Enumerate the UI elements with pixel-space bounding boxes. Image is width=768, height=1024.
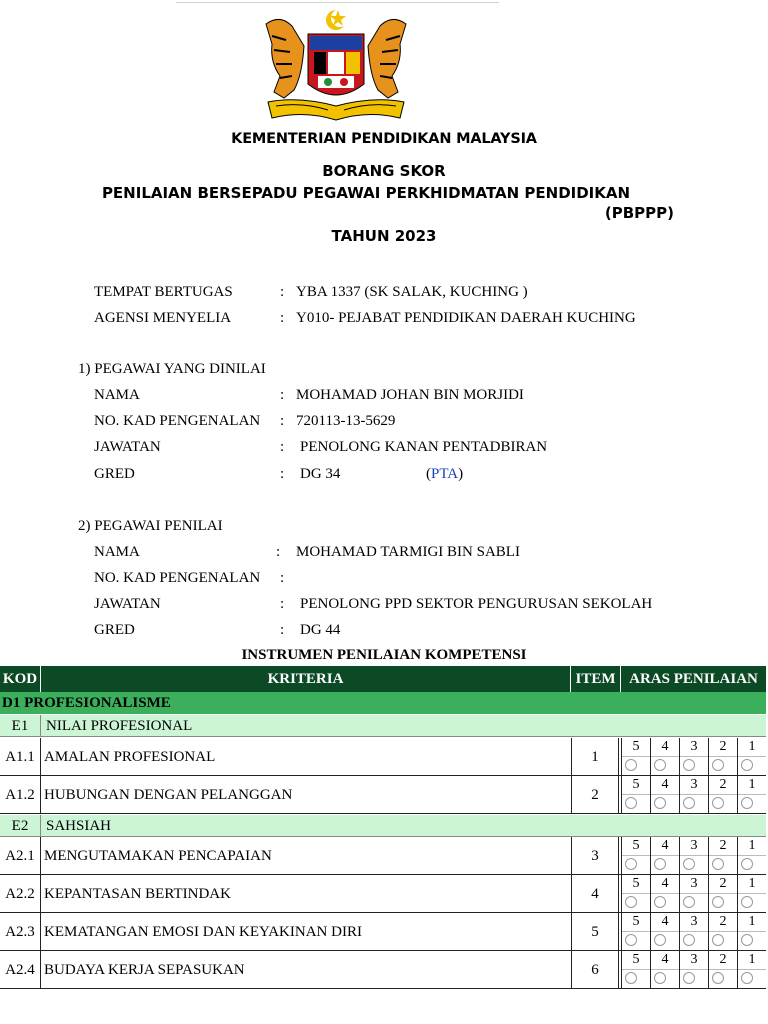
cell-divider	[738, 756, 766, 757]
rating-radio[interactable]	[741, 934, 753, 946]
rating-radio[interactable]	[712, 797, 724, 809]
rating-value: 3	[690, 914, 698, 929]
colon: :	[280, 310, 285, 326]
cell-divider	[709, 794, 737, 795]
criteria-name: KEMATANGAN EMOSI DAN KEYAKINAN DIRI	[44, 924, 362, 940]
rating-radio[interactable]	[683, 759, 695, 771]
rating-value: 5	[632, 838, 640, 853]
dinilai-nama: MOHAMAD JOHAN BIN MORJIDI	[296, 387, 524, 403]
criteria-row	[0, 913, 766, 951]
rating-radio[interactable]	[712, 972, 724, 984]
penilai-nama: MOHAMAD TARMIGI BIN SABLI	[296, 544, 520, 560]
criteria-name: KEPANTASAN BERTINDAK	[44, 886, 231, 902]
rating-radio[interactable]	[683, 858, 695, 870]
rating-value: 1	[748, 876, 756, 891]
rating-radio[interactable]	[741, 797, 753, 809]
rating-cell	[737, 913, 766, 951]
cell-divider	[622, 969, 650, 970]
form-title: BORANG SKOR	[322, 162, 446, 180]
rating-value: 5	[632, 876, 640, 891]
colon: :	[280, 596, 285, 612]
rating-value: 5	[632, 952, 640, 967]
colon: :	[280, 570, 285, 586]
rating-value: 4	[661, 739, 669, 754]
rating-cell	[737, 738, 766, 776]
dinilai-gred-label: GRED	[94, 466, 135, 482]
header-item: ITEM	[571, 666, 621, 692]
cell-divider	[680, 931, 708, 932]
criteria-item: 5	[571, 913, 619, 951]
rating-cell	[650, 913, 679, 951]
rating-cell	[679, 837, 708, 875]
cell-divider	[622, 794, 650, 795]
cell-divider	[651, 893, 679, 894]
rating-cell	[650, 738, 679, 776]
cell-divider	[680, 855, 708, 856]
cell-divider	[738, 931, 766, 932]
colon: :	[280, 466, 285, 482]
rating-value: 4	[661, 876, 669, 891]
rating-cell	[621, 951, 650, 989]
criteria-item: 6	[571, 951, 619, 989]
rating-cell	[708, 837, 737, 875]
rating-cell	[708, 913, 737, 951]
cell-divider	[709, 855, 737, 856]
criteria-item: 2	[571, 776, 619, 814]
cell-divider	[738, 893, 766, 894]
rating-value: 3	[690, 739, 698, 754]
gred-note: (PTA)	[426, 466, 464, 482]
instrument-title: INSTRUMEN PENILAIAN KOMPETENSI	[241, 647, 527, 663]
rating-scale	[621, 837, 766, 875]
penilai-jawatan-label: JAWATAN	[94, 596, 161, 612]
element-row	[0, 715, 766, 737]
rating-value: 2	[719, 838, 727, 853]
rating-value: 1	[748, 739, 756, 754]
rating-cell	[679, 951, 708, 989]
rating-radio[interactable]	[712, 858, 724, 870]
rating-cell	[737, 837, 766, 875]
header-kriteria: KRITERIA	[41, 666, 571, 692]
rating-scale	[621, 738, 766, 776]
criteria-row	[0, 776, 766, 814]
form-year: TAHUN 2023	[331, 227, 437, 245]
rating-value: 1	[748, 838, 756, 853]
cell-divider	[709, 756, 737, 757]
cell-divider	[738, 855, 766, 856]
rating-radio[interactable]	[683, 896, 695, 908]
rating-radio[interactable]	[741, 972, 753, 984]
agensi-label: AGENSI MENYELIA	[94, 310, 232, 326]
colon: :	[280, 413, 285, 429]
rating-radio[interactable]	[654, 934, 666, 946]
rating-cell	[621, 875, 650, 913]
penilai-kp-label: NO. KAD PENGENALAN	[94, 570, 261, 586]
dinilai-nama-label: NAMA	[94, 387, 140, 403]
penilai-gred-label: GRED	[94, 622, 135, 638]
rating-radio[interactable]	[712, 896, 724, 908]
criteria-code: A2.4	[0, 951, 41, 989]
rating-cell	[708, 776, 737, 814]
rating-value: 3	[690, 876, 698, 891]
rating-radio[interactable]	[654, 797, 666, 809]
cell-divider	[680, 893, 708, 894]
criteria-item: 4	[571, 875, 619, 913]
domain-row: D1 PROFESIONALISME	[0, 692, 766, 714]
rating-cell	[621, 913, 650, 951]
rating-cell	[650, 951, 679, 989]
agensi-value: Y010- PEJABAT PENDIDIKAN DAERAH KUCHING	[296, 310, 636, 326]
colon: :	[280, 387, 285, 403]
criteria-code: A1.1	[0, 738, 41, 776]
colon: :	[276, 544, 281, 560]
criteria-name: HUBUNGAN DENGAN PELANGGAN	[44, 787, 293, 803]
cell-divider	[680, 969, 708, 970]
section-penilai: 2) PEGAWAI PENILAI	[78, 518, 223, 534]
cell-divider	[651, 969, 679, 970]
coat-of-arms-logo	[258, 6, 414, 124]
rating-value: 1	[748, 952, 756, 967]
dinilai-kp-label: NO. KAD PENGENALAN	[94, 413, 261, 429]
dinilai-jawatan-label: JAWATAN	[94, 439, 161, 455]
cell-divider	[622, 855, 650, 856]
rating-cell	[621, 776, 650, 814]
cell-divider	[680, 794, 708, 795]
rating-cell	[650, 837, 679, 875]
rating-radio[interactable]	[712, 934, 724, 946]
rating-radio[interactable]	[654, 858, 666, 870]
criteria-code: A2.3	[0, 913, 41, 951]
rating-cell	[621, 837, 650, 875]
penilai-jawatan: PENOLONG PPD SEKTOR PENGURUSAN SEKOLAH	[300, 596, 653, 612]
rating-radio[interactable]	[625, 797, 637, 809]
rating-cell	[679, 913, 708, 951]
cell-divider	[651, 756, 679, 757]
cell-divider	[738, 969, 766, 970]
dinilai-kp: 720113-13-5629	[296, 413, 396, 429]
rating-value: 4	[661, 914, 669, 929]
cell-divider	[738, 794, 766, 795]
section-dinilai: 1) PEGAWAI YANG DINILAI	[78, 361, 266, 377]
rating-cell	[737, 951, 766, 989]
rating-cell	[650, 776, 679, 814]
element-name: NILAI PROFESIONAL	[46, 718, 193, 734]
criteria-row	[0, 837, 766, 875]
rating-value: 4	[661, 777, 669, 792]
criteria-code: A2.2	[0, 875, 41, 913]
penilai-gred: DG 44	[300, 622, 341, 638]
rating-value: 1	[748, 914, 756, 929]
rating-value: 1	[748, 777, 756, 792]
header-aras-penilaian: ARAS PENILAIAN	[621, 666, 766, 692]
rating-radio[interactable]	[625, 934, 637, 946]
ministry-name: KEMENTERIAN PENDIDIKAN MALAYSIA	[231, 131, 537, 147]
rating-cell	[621, 738, 650, 776]
rating-cell	[679, 776, 708, 814]
rating-cell	[679, 738, 708, 776]
criteria-row	[0, 951, 766, 989]
rating-cell	[679, 875, 708, 913]
rating-radio[interactable]	[625, 858, 637, 870]
cell-divider	[651, 794, 679, 795]
rating-value: 2	[719, 952, 727, 967]
criteria-row	[0, 738, 766, 776]
rating-radio[interactable]	[741, 896, 753, 908]
rating-value: 5	[632, 739, 640, 754]
rating-cell	[708, 875, 737, 913]
rating-radio[interactable]	[683, 934, 695, 946]
penilai-nama-label: NAMA	[94, 544, 140, 560]
cell-divider	[709, 893, 737, 894]
element-code: E2	[0, 815, 41, 837]
rating-radio[interactable]	[741, 858, 753, 870]
dinilai-jawatan: PENOLONG KANAN PENTADBIRAN	[300, 439, 548, 455]
rating-radio[interactable]	[654, 896, 666, 908]
cell-divider	[651, 931, 679, 932]
tempat-value: YBA 1337 (SK SALAK, KUCHING )	[296, 284, 528, 300]
cell-divider	[622, 931, 650, 932]
colon: :	[280, 439, 285, 455]
rating-radio[interactable]	[683, 797, 695, 809]
criteria-name: BUDAYA KERJA SEPASUKAN	[44, 962, 245, 978]
rating-radio[interactable]	[625, 972, 637, 984]
rating-scale	[621, 913, 766, 951]
rating-cell	[650, 875, 679, 913]
rating-radio[interactable]	[712, 759, 724, 771]
dinilai-gred: DG 34	[300, 466, 341, 482]
rating-value: 3	[690, 952, 698, 967]
cell-divider	[680, 756, 708, 757]
criteria-row	[0, 875, 766, 913]
rating-scale	[621, 875, 766, 913]
rating-radio[interactable]	[625, 759, 637, 771]
rating-cell	[708, 951, 737, 989]
cell-divider	[622, 756, 650, 757]
rating-value: 2	[719, 777, 727, 792]
tempat-label: TEMPAT BERTUGAS	[94, 284, 233, 300]
element-row	[0, 815, 766, 837]
rating-radio[interactable]	[654, 972, 666, 984]
cell-divider	[709, 931, 737, 932]
cell-divider	[622, 893, 650, 894]
cell-divider	[709, 969, 737, 970]
form-subtitle: PENILAIAN BERSEPADU PEGAWAI PERKHIDMATAN PENDIDIKAN	[101, 184, 631, 202]
colon: :	[280, 284, 285, 300]
top-rule	[176, 2, 499, 3]
rating-value: 2	[719, 876, 727, 891]
criteria-name: AMALAN PROFESIONAL	[44, 749, 216, 765]
criteria-code: A2.1	[0, 837, 41, 875]
rating-value: 4	[661, 838, 669, 853]
rating-value: 5	[632, 777, 640, 792]
rating-cell	[708, 738, 737, 776]
rating-value: 2	[719, 739, 727, 754]
rating-value: 5	[632, 914, 640, 929]
header-kod: KOD	[0, 666, 41, 692]
rating-cell	[737, 776, 766, 814]
rating-cell	[737, 875, 766, 913]
pta-link[interactable]: PTA	[431, 466, 459, 482]
criteria-item: 1	[571, 738, 619, 776]
rating-scale	[621, 776, 766, 814]
criteria-name: MENGUTAMAKAN PENCAPAIAN	[44, 848, 272, 864]
element-code: E1	[0, 715, 41, 737]
colon: :	[280, 622, 285, 638]
rating-scale	[621, 951, 766, 989]
rating-value: 2	[719, 914, 727, 929]
rating-radio[interactable]	[654, 759, 666, 771]
rating-radio[interactable]	[741, 759, 753, 771]
rating-value: 3	[690, 838, 698, 853]
criteria-code: A1.2	[0, 776, 41, 814]
rating-radio[interactable]	[683, 972, 695, 984]
criteria-item: 3	[571, 837, 619, 875]
rating-value: 4	[661, 952, 669, 967]
form-acronym: (PBPPP)	[604, 204, 674, 222]
rating-radio[interactable]	[625, 896, 637, 908]
rating-value: 3	[690, 777, 698, 792]
element-name: SAHSIAH	[46, 818, 112, 834]
cell-divider	[651, 855, 679, 856]
